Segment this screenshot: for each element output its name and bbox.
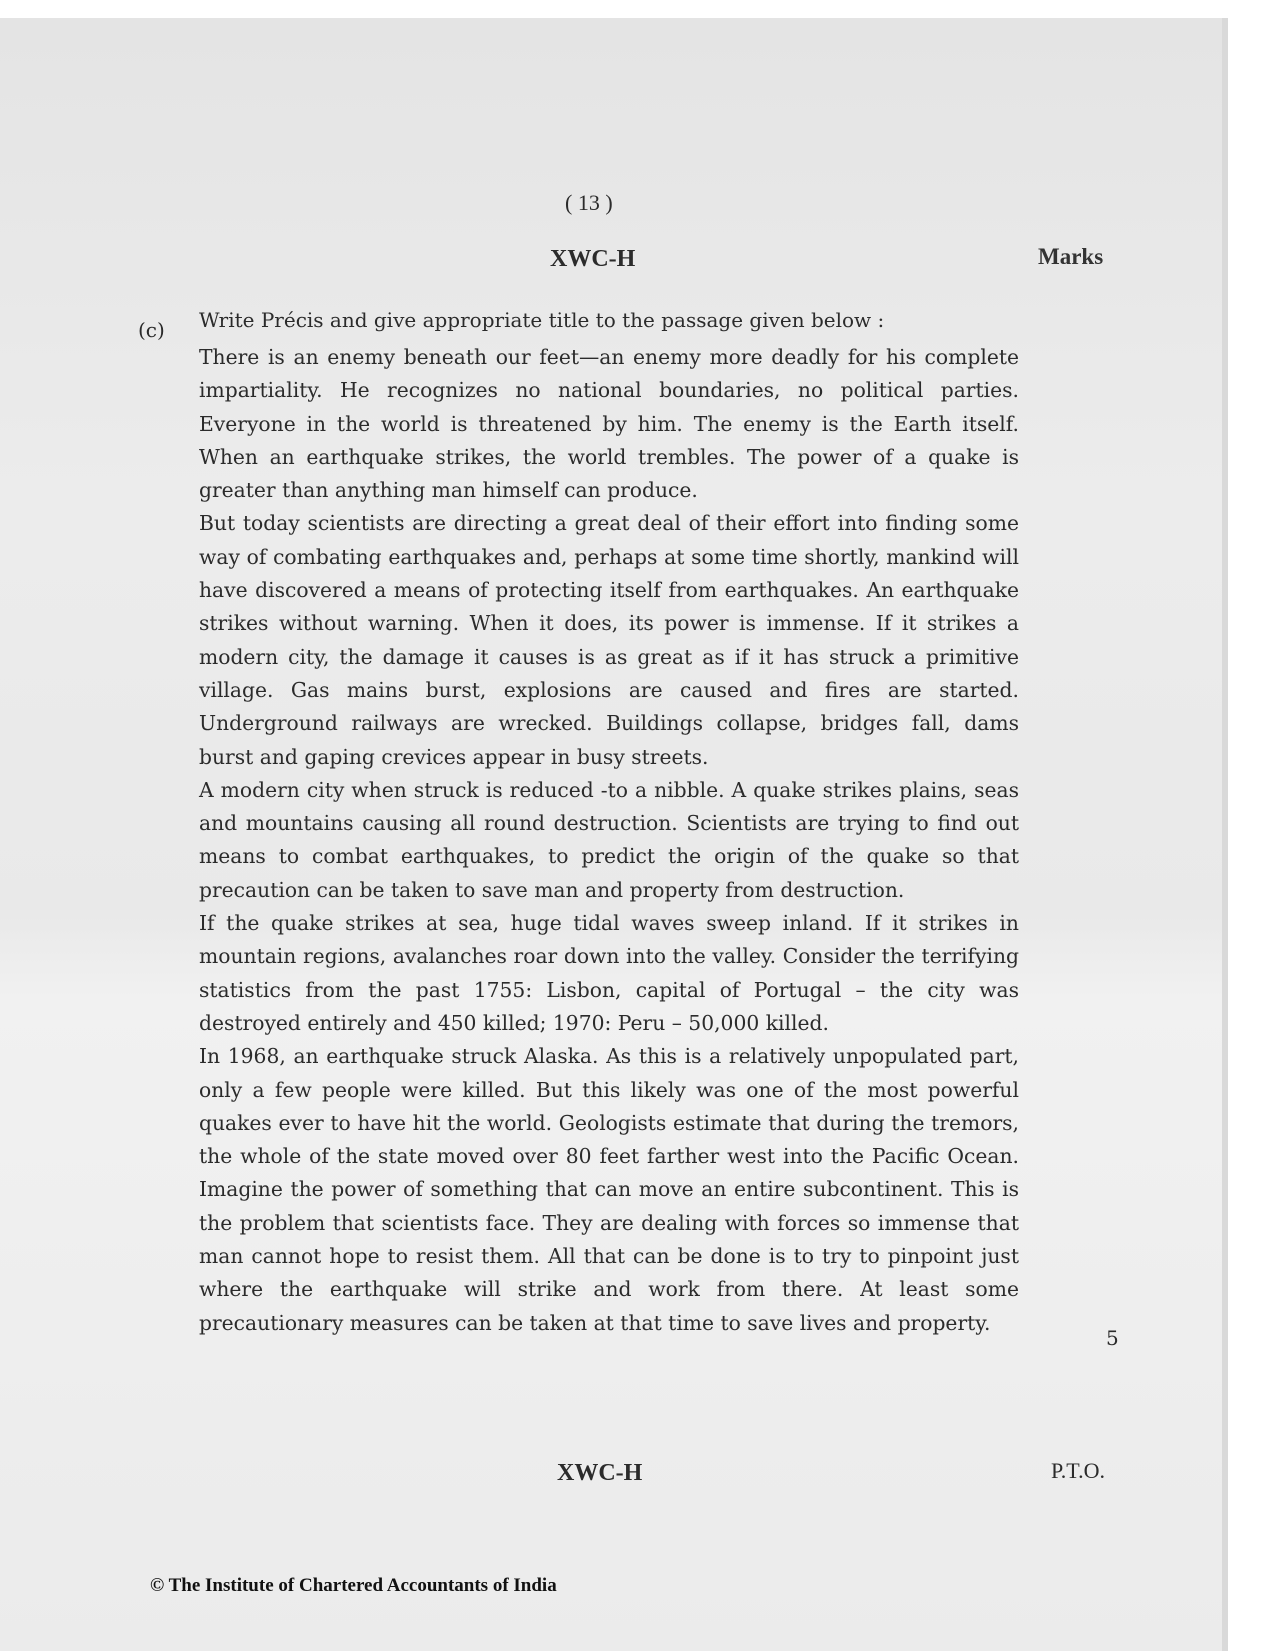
copyright-notice: © The Institute of Chartered Accountants of India bbox=[150, 1575, 557, 1596]
passage-paragraph-2: But today scientists are directing a great deal of their effort into finding some way of combating earthquakes and, perhaps at some time shortly, mankind will have discovered a means of protecting itself from earthquakes. An earthquake strikes without warning. When it does, its power is immense. If it strikes a modern city, the damage it causes is as great as if it has struck a primitive village. Gas mains burst, explosions are caused and fires are started. Underground railways are wrecked. Buildings collapse, bridges fall, dams burst and gaping crevices appear in busy streets. bbox=[199, 511, 1019, 769]
passage bbox=[199, 341, 1019, 1340]
passage-paragraph-1: There is an enemy beneath our feet—an enemy more deadly for his complete impartiality. He recognizes no national boundaries, no political parties. Everyone in the world is threatened by him. The enemy is the Earth itself. When an earthquake strikes, the world trembles. The power of a quake is greater than anything man himself can produce. bbox=[199, 345, 1019, 503]
passage-paragraph-5: In 1968, an earthquake struck Alaska. As this is a relatively unpopulated part, only a few people were killed. But this likely was one of the most powerful quakes ever to have hit the world. Geologists estimate that during the tremors, the whole of the state moved over 80 feet farther west into the Pacific Ocean. Imagine the power of something that can move an entire subcontinent. This is the problem that scientists face. They are dealing with forces so immense that man cannot hope to resist them. All that can be done is to try to pinpoint just where the earthquake will strike and work from there. At least some precautionary measures can be taken at that time to save lives and property. bbox=[199, 1044, 1019, 1335]
pto-label: P.T.O. bbox=[1051, 1458, 1105, 1483]
paper-edge bbox=[1222, 18, 1228, 1651]
question-marks: 5 bbox=[1106, 1326, 1119, 1350]
marks-column-heading: Marks bbox=[1038, 244, 1104, 269]
passage-paragraph-4: If the quake strikes at sea, huge tidal waves sweep inland. If it strikes in mountain regions, avalanches roar down into the valley. Consider the terrifying statistics from the past 1755: Lisbon, capital of Portugal – the city was destroyed entirely and 450 killed; 1970: Peru – 50,000 killed. bbox=[199, 911, 1019, 1035]
paper-code-header: XWC-H bbox=[550, 246, 636, 272]
page-number: ( 13 ) bbox=[565, 190, 613, 215]
passage-paragraph-3: A modern city when struck is reduced -to a nibble. A quake strikes plains, seas and mountains causing all round destruction. Scientists are trying to find out means to combat earthquakes, to predict the origin of the quake so that precaution can be taken to save man and property from destruction. bbox=[199, 777, 1019, 902]
paper-code-footer: XWC-H bbox=[557, 1460, 643, 1486]
question-label: (c) bbox=[138, 318, 165, 342]
question-instruction: Write Précis and give appropriate title to the passage given below : bbox=[199, 308, 885, 332]
